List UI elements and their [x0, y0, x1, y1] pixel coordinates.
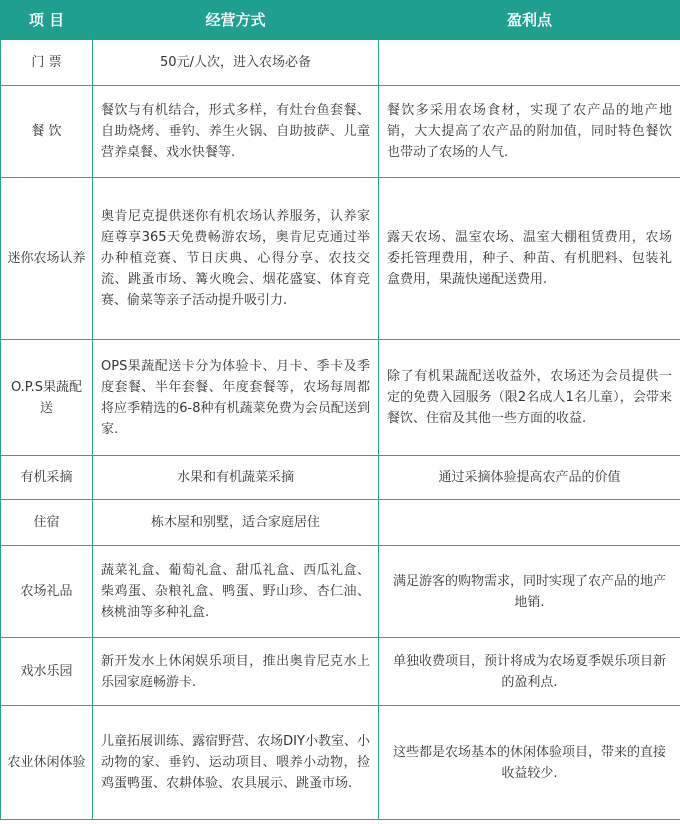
row-method: 餐饮与有机结合，形式多样，有灶台鱼套餐、自助烧烤、垂钓、养生火锅、自助披萨、儿童营养桌餐、戏水快餐等.: [93, 86, 379, 178]
row-profit: 这些都是农场基本的休闲体验项目，带来的直接收益较少.: [379, 706, 680, 820]
row-profit: [379, 500, 680, 546]
row-profit: 满足游客的购物需求，同时实现了农产品的地产地销.: [379, 546, 680, 638]
row-category: 餐 饮: [1, 86, 93, 178]
header-profit-point: 盈利点: [379, 1, 680, 40]
row-profit: 露天农场、温室农场、温室大棚租赁费用，农场委托管理费用，种子、种苗、有机肥料、包装礼盒费用，果蔬快递配送费用.: [379, 178, 680, 340]
row-category: O.P.S果蔬配送: [1, 340, 93, 456]
row-profit: 单独收费项目，预计将成为农场夏季娱乐项目新的盈利点.: [379, 638, 680, 706]
row-method: 50元/人次，进入农场必备: [93, 40, 379, 86]
table-header-row: [1, 1, 680, 40]
row-category: 农业休闲体验: [1, 706, 93, 820]
table-row: [1, 340, 680, 456]
row-method: 儿童拓展训练、露宿野营、农场DIY小教室、小动物的家、垂钓、运动项目、喂养小动物，捡鸡蛋鸭蛋、农耕体验、农具展示、跳蚤市场.: [93, 706, 379, 820]
table-row: [1, 706, 680, 820]
table-row: [1, 456, 680, 500]
header-project: 项 目: [1, 1, 93, 40]
table-row: [1, 178, 680, 340]
row-profit: 除了有机果蔬配送收益外，农场还为会员提供一定的免费入园服务（限2名成人1名儿童），会带来餐饮、住宿及其他一些方面的收益.: [379, 340, 680, 456]
table-row: [1, 638, 680, 706]
table-row: [1, 500, 680, 546]
row-category: 有机采摘: [1, 456, 93, 500]
row-method: 蔬菜礼盒、葡萄礼盒、甜瓜礼盒、西瓜礼盒、柴鸡蛋、杂粮礼盒、鸭蛋、野山珍、杏仁油、核桃油等多种礼盒.: [93, 546, 379, 638]
header-business-method: 经营方式: [93, 1, 379, 40]
row-method: OPS果蔬配送卡分为体验卡、月卡、季卡及季度套餐、半年套餐、年度套餐等，农场每周都将应季精选的6-8种有机蔬菜免费为会员配送到家.: [93, 340, 379, 456]
row-category: 住宿: [1, 500, 93, 546]
row-profit: [379, 40, 680, 86]
row-method: 奥肯尼克提供迷你有机农场认养服务，认养家庭尊享365天免费畅游农场，奥肯尼克通过举办种植竞赛、节日庆典、心得分享、农技交流、跳蚤市场、篝火晚会、烟花盛宴、体育竞赛、偷菜等亲子活动提升吸引力.: [93, 178, 379, 340]
row-profit: 通过采摘体验提高农产品的价值: [379, 456, 680, 500]
row-method: 新开发水上休闲娱乐项目，推出奥肯尼克水上乐园家庭畅游卡.: [93, 638, 379, 706]
row-profit: 餐饮多采用农场食材，实现了农产品的地产地销，大大提高了农产品的附加值，同时特色餐饮也带动了农场的人气.: [379, 86, 680, 178]
table-row: [1, 86, 680, 178]
table-row: [1, 546, 680, 638]
row-method: 水果和有机蔬菜采摘: [93, 456, 379, 500]
row-category: 戏水乐园: [1, 638, 93, 706]
row-category: 门 票: [1, 40, 93, 86]
table-row: [1, 40, 680, 86]
row-category: 农场礼品: [1, 546, 93, 638]
row-method: 栋木屋和别墅，适合家庭居住: [93, 500, 379, 546]
row-category: 迷你农场认养: [1, 178, 93, 340]
